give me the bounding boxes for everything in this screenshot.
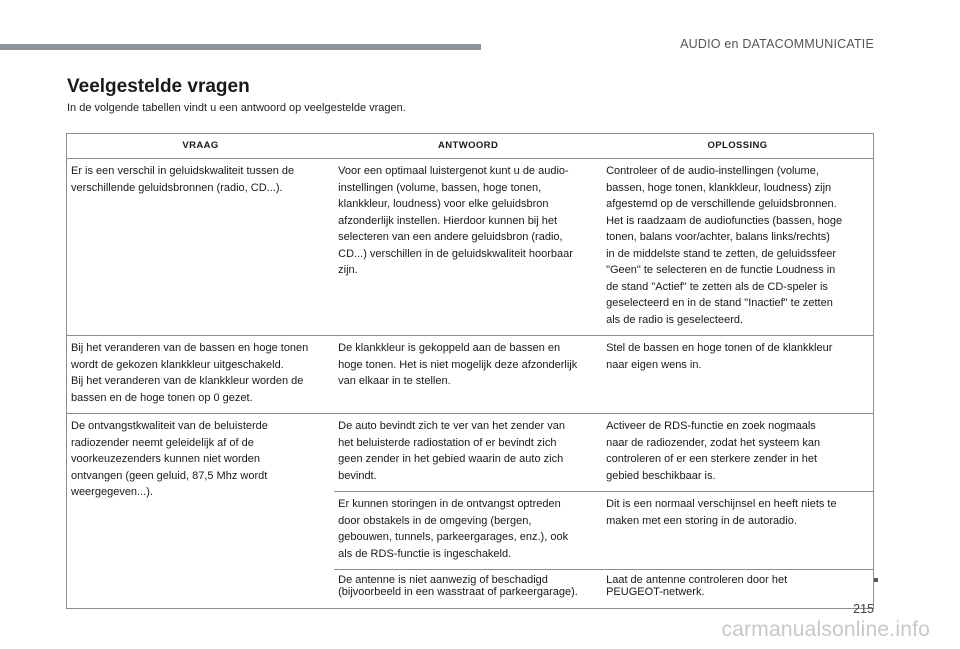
page-marker (874, 578, 878, 582)
solution-text: Stel de bassen en hoge tonen of de klankkleur naar eigen wens in. (606, 342, 833, 371)
solution-cell (602, 159, 873, 336)
answer-text: De antenne is niet aanwezig of beschadigd (bijvoorbeeld in een wasstraat of parkeergarage). (338, 574, 578, 598)
header-bar (0, 44, 481, 50)
answer-text: Er kunnen storingen in de ontvangst optreden door obstakels in de omgeving (bergen, gebouwen, tunnels, parkeergarages, enz.), ook als de RDS-functie is ingeschakeld. (338, 498, 569, 560)
solution-text: Controleer of de audio-instellingen (volume, bassen, hoge tonen, klankkleur, loudness) zijn afgestemd op de verschillende geluidsbronnen. Het is raadzaam de audiofuncties (bassen, hoge tonen, balans voor/achter, balans links/rechts) in de middelste stand te zetten, de geluidssfeer "Geen" te selecteren en de functie Loudness in de stand "Actief" te zetten als de CD-speler is geselecteerd en in de stand "Inactief" te zetten als de radio is geselecteerd. (606, 165, 843, 326)
page-title: Veelgestelde vragen (67, 76, 250, 97)
table-row (67, 336, 874, 414)
table-row (67, 414, 874, 492)
answer-cell (334, 414, 602, 492)
column-header-answer: ANTWOORD (334, 134, 602, 159)
answer-cell (334, 336, 602, 414)
answer-text: Voor een optimaal luistergenot kunt u de audio- instellingen (volume, bassen, hoge tonen, klankkleur, loudness) voor elke geluidsbron afzonderlijk instellen. Hierdoor kunnen bij het selecteren van een andere geluidsbron (radio, CD...) verschillen in de geluidskwaliteit hoorbaar zijn. (338, 165, 573, 276)
question-text: De ontvangstkwaliteit van de beluisterde radiozender neemt geleidelijk af of de voorkeuzezenders kunnen niet worden ontvangen (geen geluid, 87,5 Mhz wordt weergegeven...). (71, 420, 268, 498)
page-number: 215 (853, 602, 874, 616)
question-cell (67, 336, 335, 414)
answer-text: De auto bevindt zich te ver van het zender van het beluisterde radiostation of er bevindt zich geen zender in het gebied waarin de auto zich bevindt. (338, 420, 565, 482)
answer-cell (334, 159, 602, 336)
solution-text: Activeer de RDS-functie en zoek nogmaals naar de radiozender, zodat het systeem kan controleren of er een sterkere zender in het gebied beschikbaar is. (606, 420, 821, 482)
faq-table (66, 133, 874, 609)
answer-cell (334, 570, 602, 609)
intro-text: In de volgende tabellen vindt u een antwoord op veelgestelde vragen. (67, 102, 406, 114)
table-row (67, 159, 874, 336)
solution-cell (602, 492, 873, 570)
solution-text: Dit is een normaal verschijnsel en heeft niets te maken met een storing in de autoradio. (606, 498, 837, 527)
table-header-row (67, 134, 874, 159)
question-cell (67, 414, 335, 609)
question-text: Er is een verschil in geluidskwaliteit tussen de verschillende geluidsbronnen (radio, CD...). (71, 165, 295, 194)
watermark: carmanualsonline.info (721, 618, 930, 641)
section-title: AUDIO en DATACOMMUNICATIE (680, 37, 874, 51)
column-header-solution: OPLOSSING (602, 134, 873, 159)
solution-text: Laat de antenne controleren door het PEUGEOT-netwerk. (606, 574, 788, 598)
answer-text: De klankkleur is gekoppeld aan de bassen en hoge tonen. Het is niet mogelijk deze afzonderlijk van elkaar in te stellen. (338, 342, 578, 387)
solution-cell (602, 414, 873, 492)
question-cell (67, 159, 335, 336)
answer-cell (334, 492, 602, 570)
question-text: Bij het veranderen van de bassen en hoge tonen wordt de gekozen klankkleur uitgeschakeld. Bij het veranderen van de klankkleur worden de bassen en de hoge tonen op 0 gezet. (71, 342, 309, 404)
solution-cell (602, 336, 873, 414)
column-header-question: VRAAG (67, 134, 335, 159)
solution-cell (602, 570, 873, 609)
